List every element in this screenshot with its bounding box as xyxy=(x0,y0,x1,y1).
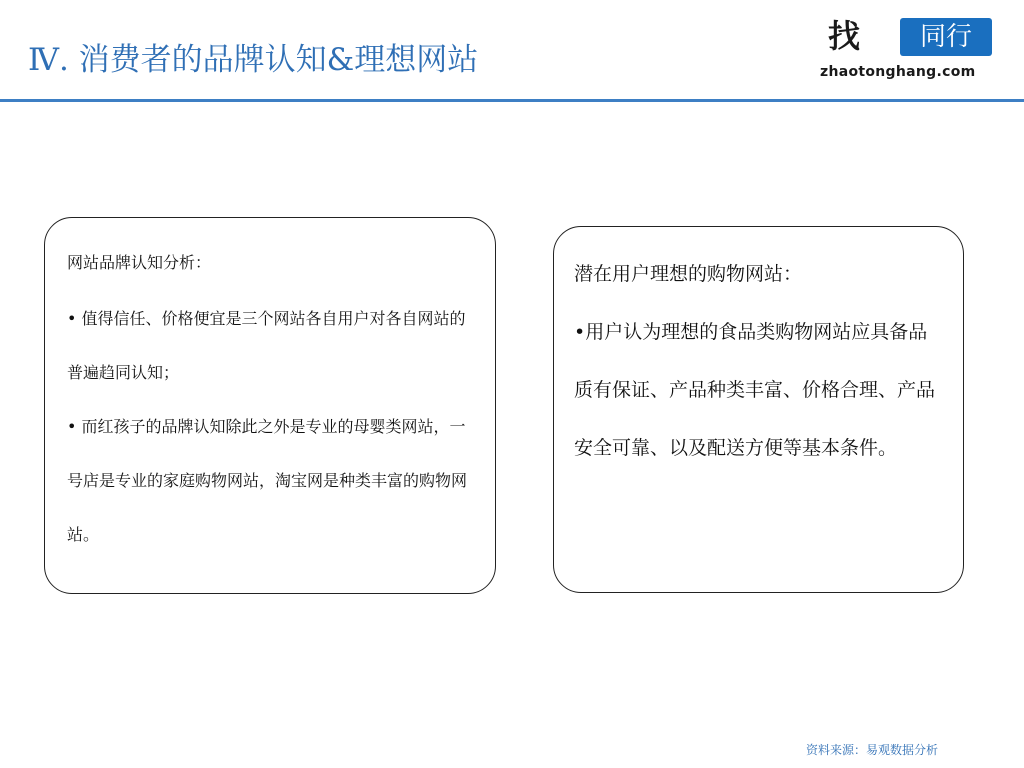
card-heading: 网站品牌认知分析： xyxy=(67,253,212,272)
logo-box-text: 同行 xyxy=(919,22,972,52)
bullet-paragraph: • 值得信任、价格便宜是三个网站各自用户对各自网站的普遍趋同认知； xyxy=(67,309,466,382)
logo-url: zhaotonghang.com xyxy=(820,64,976,80)
ideal-site-card xyxy=(553,226,964,593)
bullet-paragraph: •用户认为理想的食品类购物网站应具备品质有保证、产品种类丰富、价格合理、产品安全可靠、以及配送方便等基本条件。 xyxy=(574,321,936,459)
brand-perception-card xyxy=(44,217,496,594)
brand-logo xyxy=(806,6,1018,90)
bullet-paragraph: • 而红孩子的品牌认知除此之外是专业的母婴类网站，一号店是专业的家庭购物网站，淘宝网是种类丰富的购物网站。 xyxy=(67,417,468,544)
slide-title: Ⅳ. 消费者的品牌认知&理想网站 xyxy=(28,42,479,78)
title-divider xyxy=(0,99,1024,102)
source-note: 资料来源：易观数据分析 xyxy=(805,743,938,757)
logo-box xyxy=(900,18,992,56)
logo-mark: 找 xyxy=(828,17,861,55)
card-heading: 潜在用户理想的购物网站： xyxy=(574,263,803,285)
